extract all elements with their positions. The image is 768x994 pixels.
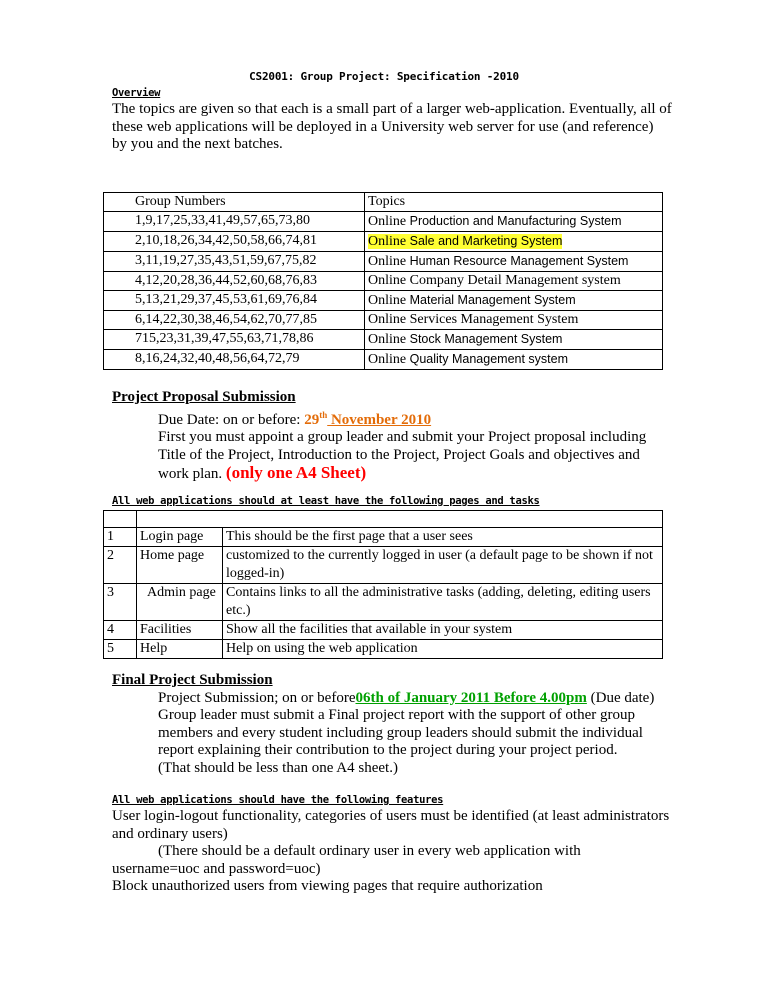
table-row: 1 Login page This should be the first page that a user sees (104, 528, 663, 547)
header-topic: Topics (365, 193, 663, 212)
topic-cell: Online Material Management System (365, 291, 663, 311)
highlighted-topic: Online Sale and Marketing System (368, 234, 563, 249)
table-row: 2 Home page customized to the currently logged in user (a default page to be shown if not logged-in) (104, 547, 663, 584)
proposal-due: Due Date: on or before: 29th November 2010 (158, 409, 432, 428)
table-row: 5 Help Help on using the web application (104, 640, 663, 659)
document-title: CS2001: Group Project: Specification -2010 (249, 70, 519, 83)
topics-table (103, 192, 663, 370)
group-cell: 6,14,22,30,38,46,54,62,70,77,85 (104, 311, 365, 330)
table-row (104, 311, 663, 330)
table-row (104, 193, 663, 212)
table-row (104, 272, 663, 291)
pages-heading: All web applications should at least have the following pages and tasks (112, 495, 540, 507)
proposal-section (112, 389, 672, 484)
overview-heading: Overview (112, 87, 161, 99)
table-row (104, 232, 663, 252)
final-heading: Final Project Submission (112, 672, 273, 688)
topic-cell: Online Quality Management system (365, 350, 663, 370)
final-body: Group leader must submit a Final project report with the support of other group members and every student including group leaders should submit the individual report explaining their contribution to the project during your project period. (158, 707, 643, 758)
group-cell: 3,11,19,27,35,43,51,59,67,75,82 (104, 252, 365, 272)
features-section (112, 808, 672, 896)
final-date: 06th of January 2011 Before 4.00pm (355, 689, 587, 706)
table-row: 4 Facilities Show all the facilities that available in your system (104, 621, 663, 640)
table-row (104, 291, 663, 311)
table-row (104, 350, 663, 370)
group-cell: 2,10,18,26,34,42,50,58,66,74,81 (104, 232, 365, 252)
topic-cell: Online Production and Manufacturing System (365, 212, 663, 232)
group-cell: 4,12,20,28,36,44,52,60,68,76,83 (104, 272, 365, 291)
group-cell: 8,16,24,32,40,48,56,64,72,79 (104, 350, 365, 370)
table-row (104, 212, 663, 232)
final-section (112, 672, 672, 777)
proposal-note: (only one A4 Sheet) (225, 463, 367, 482)
pages-table (103, 510, 663, 659)
table-row (104, 511, 663, 528)
proposal-heading: Project Proposal Submission (112, 389, 296, 405)
topic-cell (365, 232, 663, 252)
table-row (104, 252, 663, 272)
final-note: (That should be less than one A4 sheet.) (158, 759, 398, 776)
features-line2: (There should be a default ordinary user in every web application with (158, 843, 581, 859)
topic-cell: Online Human Resource Management System (365, 252, 663, 272)
final-line1: Project Submission; on or before06th of January 2011 Before 4.00pm (Due date) (158, 689, 655, 706)
topic-cell: Online Stock Management System (365, 330, 663, 350)
table-row: 3 Admin page Contains links to all the administrative tasks (adding, deleting, editing users etc.) (104, 584, 663, 621)
overview-text: The topics are given so that each is a small part of a larger web-application. Eventually, all of these web applications will be deployed in a University web server for use (and reference) by you and the next batches. (112, 101, 672, 152)
group-cell: 1,9,17,25,33,41,49,57,65,73,80 (104, 212, 365, 232)
topic-cell: Online Company Detail Management system (365, 272, 663, 291)
features-line3: username=uoc and password=uoc) (112, 860, 321, 877)
proposal-body: First you must appoint a group leader and submit your Project proposal including Title of the Project, Introduction to the Project, Project Goals and objectives and work plan. (only one A4 Sheet) (158, 429, 647, 482)
group-cell: 715,23,31,39,47,55,63,71,78,86 (104, 330, 365, 350)
features-line4: Block unauthorized users from viewing pages that require authorization (112, 878, 543, 894)
features-line1: User login-logout functionality, categories of users must be identified (at least administrators and ordinary users) (112, 808, 670, 842)
proposal-date: 29th November 2010 (304, 409, 432, 428)
topic-cell: Online Services Management System (365, 311, 663, 330)
header-group: Group Numbers (104, 193, 365, 212)
features-heading: All web applications should have the following features (112, 794, 444, 806)
table-row (104, 330, 663, 350)
group-cell: 5,13,21,29,37,45,53,61,69,76,84 (104, 291, 365, 311)
